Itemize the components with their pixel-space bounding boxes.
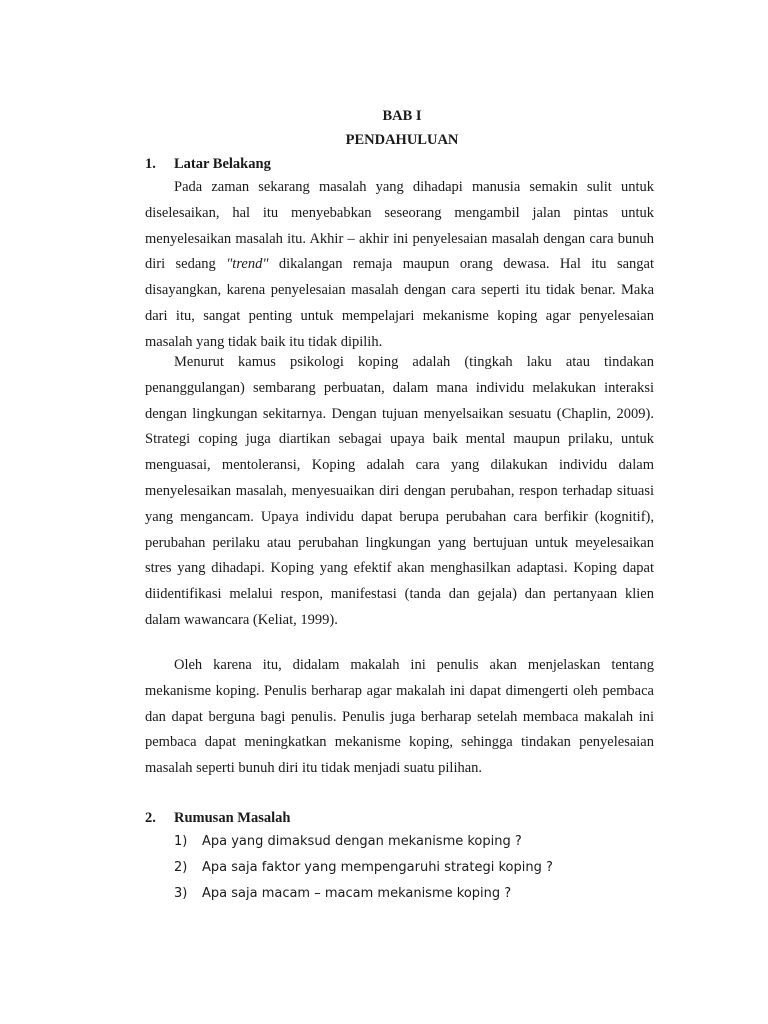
paragraph-3: Oleh karena itu, didalam makalah ini penulis akan menjelaskan tentang mekanisme koping. Penulis berharap agar makalah ini dapat dimengerti oleh pembaca dan dapat berguna bagi penulis. Penulis juga berharap setelah membaca makalah ini pembaca dapat meningkatkan mekanisme koping, sehingga tindakan penyelesaian masalah seperti bunuh diri itu tidak menjadi suatu pilihan. bbox=[145, 657, 654, 777]
section-number: 2. bbox=[145, 810, 156, 826]
list-item bbox=[174, 829, 553, 855]
question-list bbox=[174, 829, 553, 907]
paragraph-1-text-a: Pada zaman sekarang masalah yang dihadapi manusia semakin sulit untuk diselesaikan, hal itu menyebabkan seseorang mengambil jalan pintas untuk menyelesaikan masalah itu. Akhir – akhir ini penyelesaian masalah dengan cara bunuh diri sedang bbox=[145, 179, 654, 273]
list-item bbox=[174, 881, 553, 907]
paragraph-1 bbox=[145, 175, 654, 356]
list-item-text: Apa saja faktor yang mempengaruhi strategi koping ? bbox=[202, 860, 553, 875]
section-title: Rumusan Masalah bbox=[174, 810, 291, 826]
list-marker: 2) bbox=[174, 860, 188, 875]
list-marker: 1) bbox=[174, 834, 188, 849]
section-heading-latar-belakang bbox=[145, 154, 271, 174]
chapter-title: PENDAHULUAN bbox=[345, 132, 459, 148]
list-marker: 3) bbox=[174, 886, 188, 901]
list-item-text: Apa yang dimaksud dengan mekanisme koping ? bbox=[202, 834, 522, 849]
section-heading-rumusan-masalah bbox=[145, 808, 290, 828]
section-title: Latar Belakang bbox=[174, 156, 271, 172]
list-item bbox=[174, 855, 553, 881]
italic-trend: "trend" bbox=[226, 256, 269, 273]
paragraph-1-text-b: dikalangan remaja maupun orang dewasa. Hal itu sangat disayangkan, karena penyelesaian masalah dengan cara seperti itu tidak benar. Maka dari itu, sangat penting untuk mempelajari mekanisme koping agar penyelesaian masalah yang tidak baik itu tidak dipilih. bbox=[145, 256, 654, 350]
paragraph-2: Menurut kamus psikologi koping adalah (tingkah laku atau tindakan penanggulangan) sembarang perbuatan, dalam mana individu melakukan interaksi dengan lingkungan sekitarnya. Dengan tujuan menyelsaikan sesuatu (Chaplin, 2009). Strategi coping juga diartikan sebagai upaya baik mental maupun prilaku, untuk menguasai, mentoleransi, Koping adalah cara yang dilakukan individu dalam menyelesaikan masalah, menyesuaikan diri dengan perubahan, respon terhadap situasi yang mengancam. Upaya individu dapat berupa perubahan cara berfikir (kognitif), perubahan perilaku atau perubahan lingkungan yang bertujuan untuk meyelesaikan stres yang dihadapi. Koping yang efektif akan menghasilkan adaptasi. Koping dapat diidentifikasi melalui respon, manifestasi (tanda dan gejala) dan pertanyaan klien dalam wawancara (Keliat, 1999). bbox=[145, 354, 654, 628]
section-number: 1. bbox=[145, 156, 156, 172]
chapter-number: BAB I bbox=[382, 108, 422, 124]
list-item-text: Apa saja macam – macam mekanisme koping ? bbox=[202, 886, 512, 901]
